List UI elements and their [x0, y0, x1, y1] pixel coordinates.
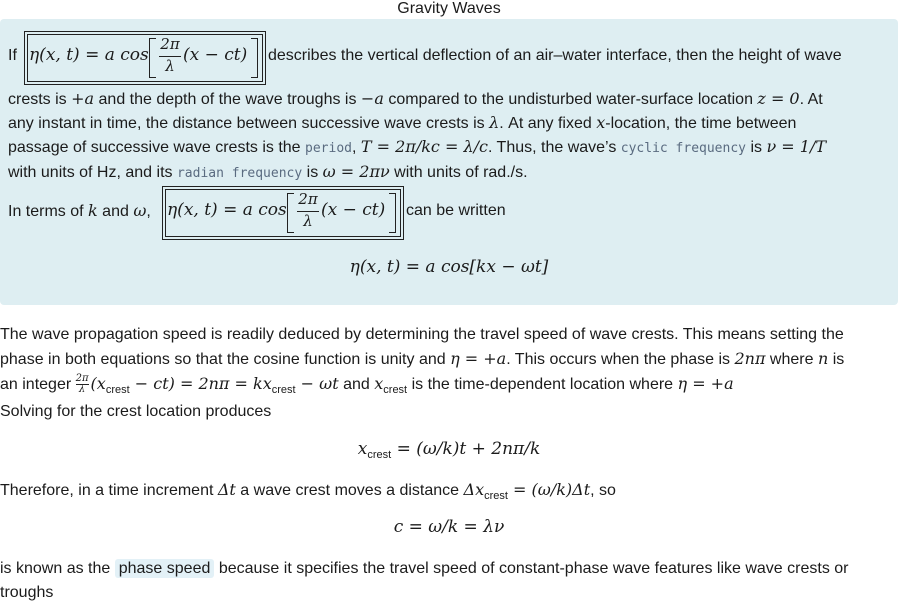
para1-line3: an integer $\frac{2\pi}{\lambda}$ $(x_{crest} - ct) = 2n\pi = kx_{crest} - \omega t$ and $x_{crest}$ is the time-dependent location where η = +a [0, 373, 734, 396]
text-if: If [8, 47, 17, 64]
eq2-frac-num: 2π [298, 190, 318, 208]
eq1-lhs: η(x, t) = a cos [29, 45, 149, 65]
para2: Solving for the crest location produces [0, 403, 272, 420]
para1-line1: The wave propagation speed is readily deduced by determining the travel speed of wave crests. This means setting the [0, 326, 844, 343]
equation-phase-speed: c = ω/k = λν [393, 517, 505, 537]
text-line-2: crests is +a and the depth of the wave troughs is −a compared to the undisturbed water-surface location z = 0. At [8, 89, 823, 108]
para4-line2: troughs [0, 584, 54, 601]
para1-line2: phase in both equations so that the cosine function is unity and η = +a. This occurs when the phase is 2nπ where n is [0, 349, 845, 368]
term-phase-speed: phase speed [115, 559, 215, 578]
eq2-frac-den: λ [303, 212, 313, 230]
eq1-frac-den: λ [165, 57, 175, 75]
text-l6-rest: can be written [406, 202, 506, 219]
equation-center: η(x, t) = a cos[kx − ωt] [349, 257, 549, 277]
term-period: period [305, 141, 352, 156]
text-line-4: passage of successive wave crests is the period, T = 2π/kc = λ/c. Thus, the wave’s cyclic frequency is ν = 1/T [8, 137, 826, 156]
para4-line1: is known as the phase speed because it specifies the travel speed of constant-phase wave features like wave crests or [0, 560, 849, 577]
eq2-rhs: (x − ct) [321, 200, 386, 220]
eq2-lhs: η(x, t) = a cos [167, 200, 287, 220]
text-line-6: In terms of k and ω, [8, 201, 151, 220]
text-l1-rest: describes the vertical deflection of an air–water interface, then the height of wave [268, 47, 842, 64]
para3: Therefore, in a time increment Δt a wave crest moves a distance $\Delta x_{crest} = (\omega/k)\Delta t$, so [0, 480, 616, 502]
term-radian-frequency: radian frequency [176, 166, 303, 181]
equation-box-1 [24, 31, 266, 85]
page-title: Gravity Waves [397, 0, 501, 17]
term-cyclic-frequency: cyclic frequency [620, 141, 746, 156]
text-line-3: any instant in time, the distance between successive wave crests is λ. At any fixed x-location, the time between [8, 113, 797, 132]
eq1-frac-num: 2π [160, 35, 180, 53]
equation-crest: $x_{crest} = (\omega/k)t + 2n\pi/k$ [357, 439, 541, 461]
eq1-rhs: (x − ct) [183, 45, 248, 65]
equation-box-2 [162, 186, 404, 240]
text-line-5: with units of Hz, and its radian frequency is ω = 2πν with units of rad./s. [8, 162, 528, 181]
